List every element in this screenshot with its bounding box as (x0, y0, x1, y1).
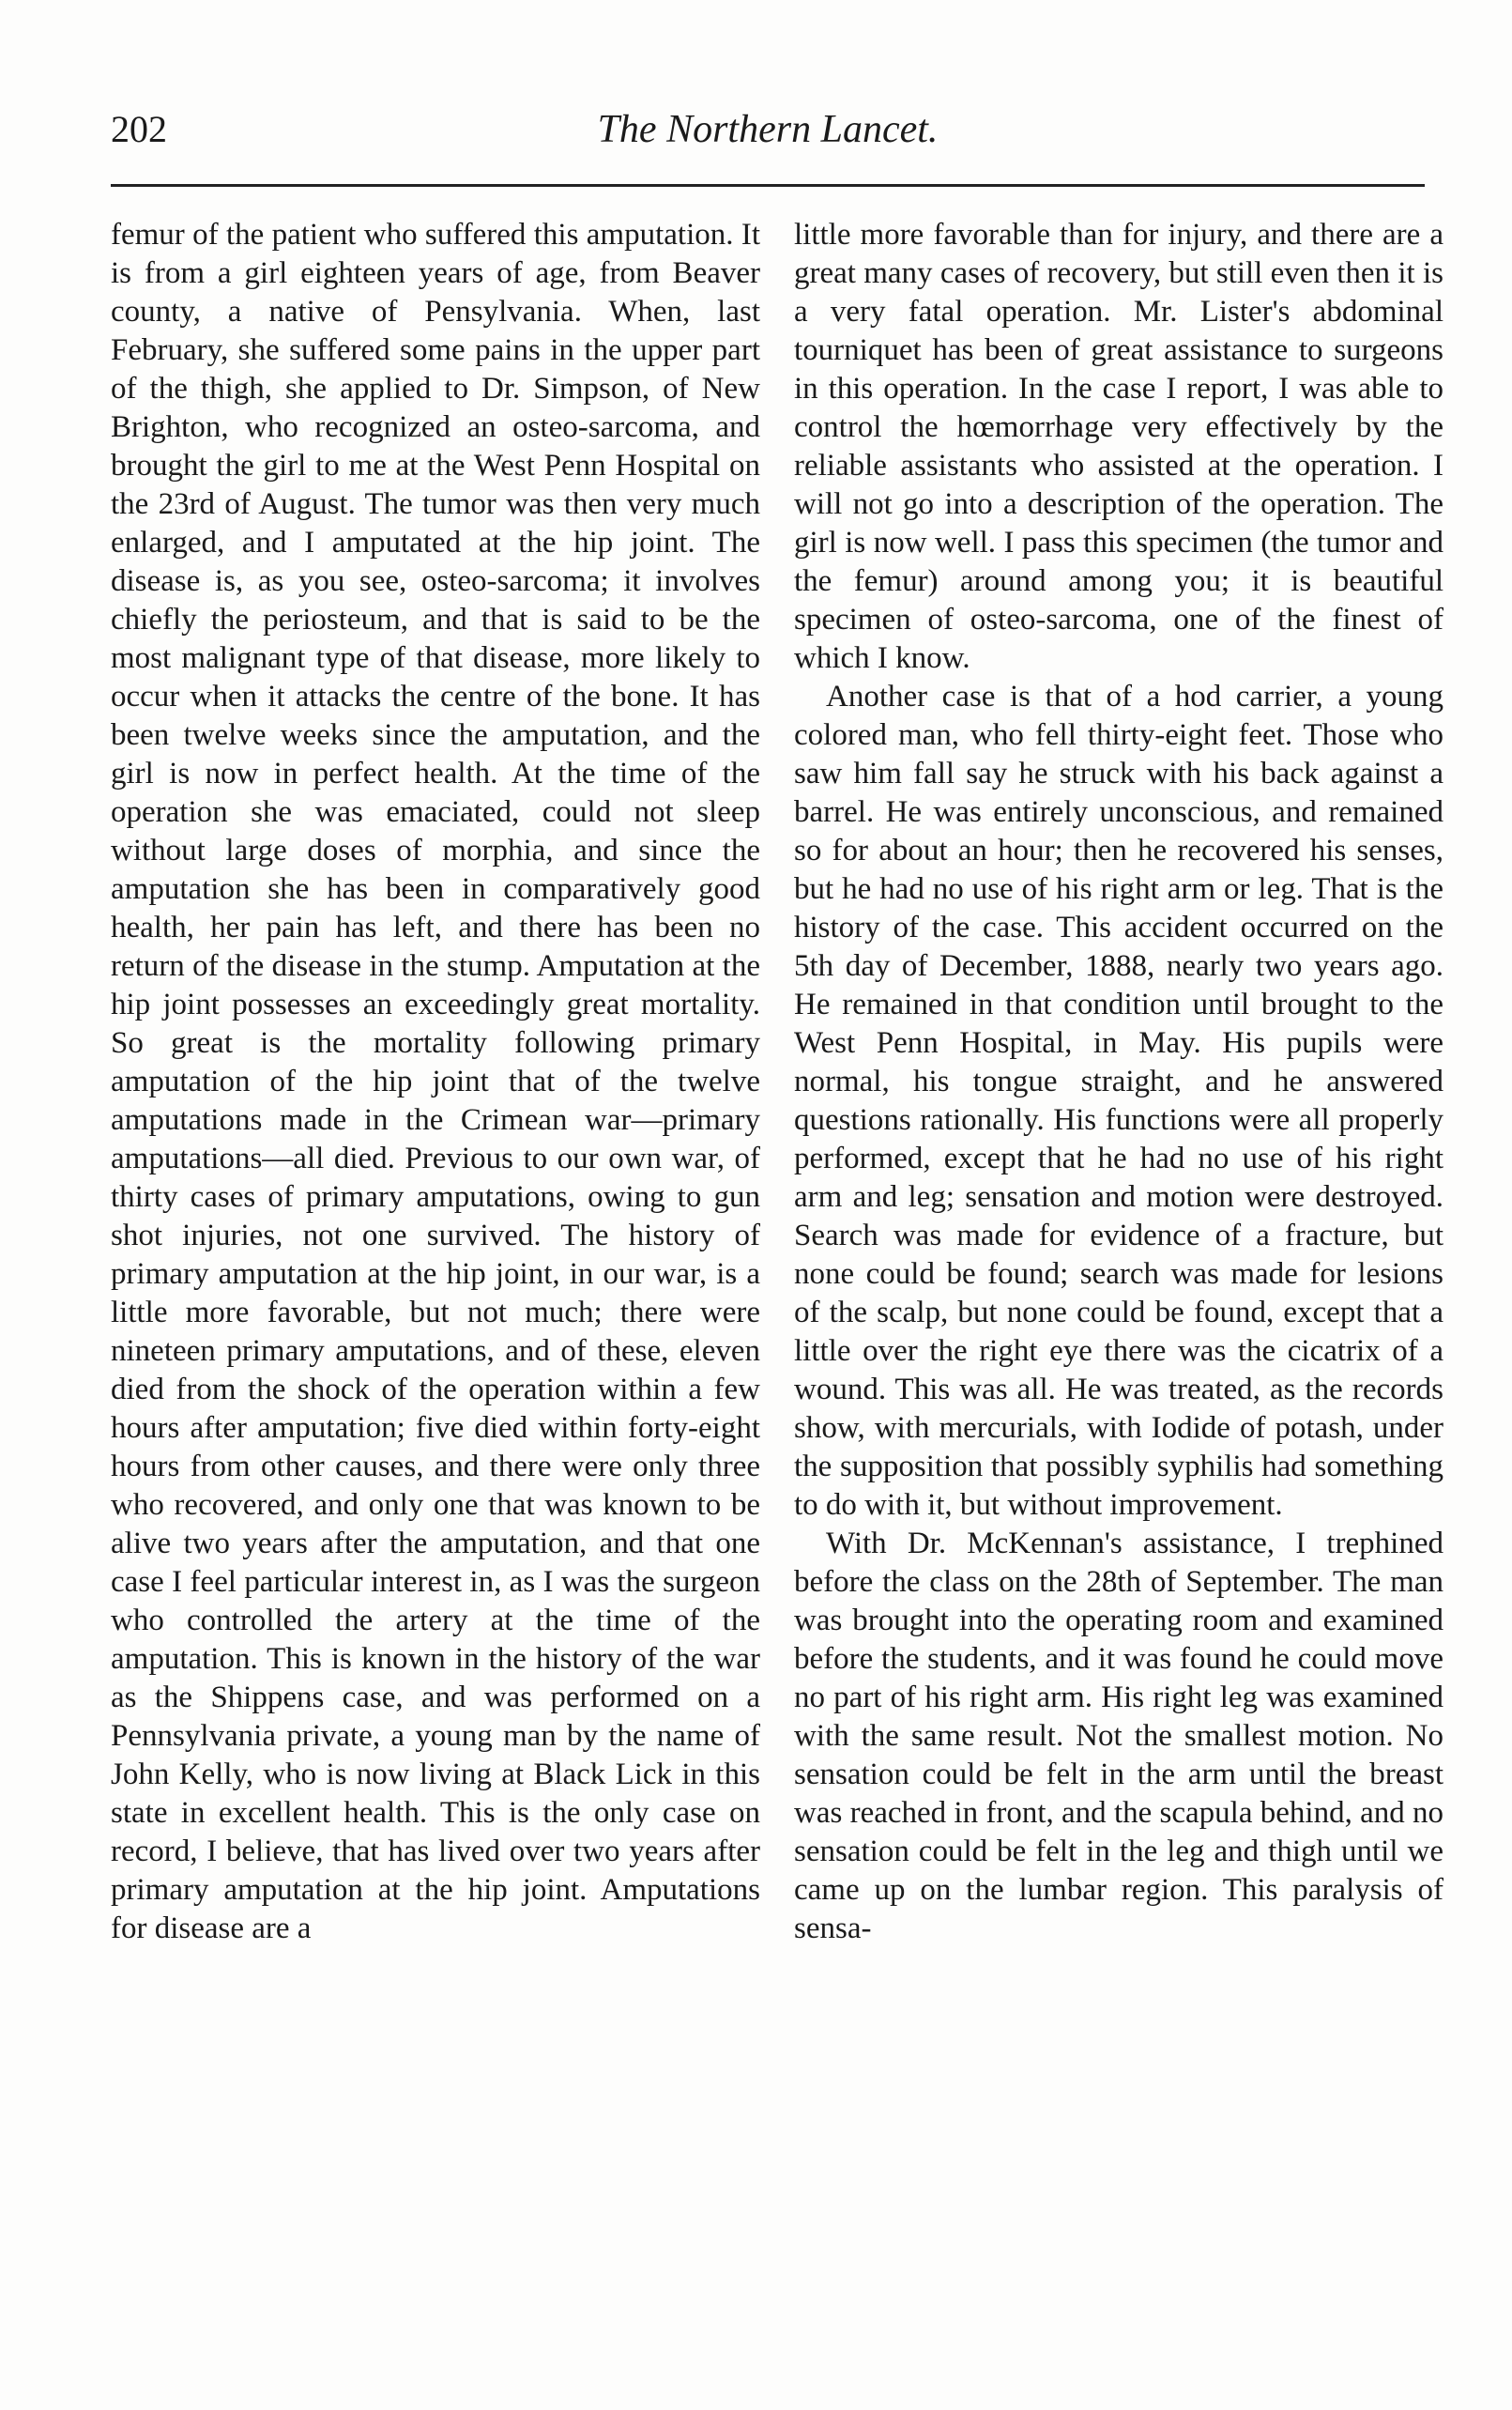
left-paragraph-1: femur of the patient who suffered this amputation. It is from a girl eighteen years of age, from Beaver county, a native of Pensylvania. When, last February, she suffered some pains in the upper part of the thigh, she applied to Dr. Simpson, of New Brighton, who recognized an osteo-sarcoma, and brought the girl to me at the West Penn Hospital on the 23rd of August. The tumor was then very much enlarged, and I amputated at the hip joint. The disease is, as you see, osteo-sarcoma; it involves chiefly the periosteum, and that is said to be the most malignant type of that disease, more likely to occur when it attacks the centre of the bone. It has been twelve weeks since the amputation, and the girl is now in perfect health. At the time of the operation she was emaciated, could not sleep without large doses of morphia, and since the amputation she has been in comparatively good health, her pain has left, and there has been no return of the disease in the stump. Amputation at the hip joint possesses an exceedingly great mortality. So great is the mortality following primary amputation of the hip joint that of the twelve amputations made in the Crimean war—primary amputations—all died. Previous to our own war, of thirty cases of primary amputations, owing to gun shot injuries, not one survived. The history of primary amputation at the hip joint, in our war, is a little more favorable, but not much; there were nineteen primary amputations, and of these, eleven died from the shock of the operation within a few hours after amputation; five died within forty-eight hours from other causes, and there were only three who recovered, and only one that was known to be alive two years after the amputation, and that one case I feel particular interest in, as I was the surgeon who controlled the artery at the time of the amputation. This is known in the history of the war as the Shippens case, and was performed on a Pennsylvania private, a young man by the name of John Kelly, who is now living at Black Lick in this state in excellent health. This is the only case on record, I believe, that has lived over two years after primary amputation at the hip joint. Amputations for disease are a (111, 218, 760, 1945)
right-paragraph-1: little more favorable than for injury, and there are a great many cases of recovery, but still even then it is a very fatal operation. Mr. Lister's abdominal tourniquet has been of great assistance to surgeons in this operation. In the case I report, I was able to control the hœmorrhage very effectively by the reliable assistants who assisted at the operation. I will not go into a description of the operation. The girl is now well. I pass this specimen (the tumor and the femur) around among you; it is beautiful specimen of osteo-sarcoma, one of the finest of which I know. (794, 218, 1443, 675)
right-column (794, 216, 1443, 1948)
left-column (111, 216, 760, 1948)
journal-title: The Northern Lancet. (597, 108, 939, 151)
header-rule (111, 184, 1425, 187)
right-paragraph-3: With Dr. McKennan's assistance, I trephined before the class on the 28th of September. The man was brought into the operating room and examined before the students, and it was found he could move no part of his right arm. His right leg was examined with the same result. Not the smallest motion. No sensation could be felt in the arm until the breast was reached in front, and the scapula behind, and no sensation could be felt in the leg and thigh until we came up on the lumbar region. This paralysis of sensa- (794, 1527, 1443, 1945)
right-paragraph-2: Another case is that of a hod carrier, a young colored man, who fell thirty-eight feet. Those who saw him fall say he struck with his back against a barrel. He was entirely unconscious, and remained so for about an hour; then he recovered his senses, but he had no use of his right arm or leg. That is the history of the case. This accident occurred on the 5th day of December, 1888, nearly two years ago. He remained in that condition until brought to the West Penn Hospital, in May. His pupils were normal, his tongue straight, and he answered questions rationally. His functions were all properly performed, except that he had no use of his right arm and leg; sensation and motion were destroyed. Search was made for evidence of a fracture, but none could be found; search was made for lesions of the scalp, but none could be found, except that a little over the right eye there was the cicatrix of a wound. This was all. He was treated, as the records show, with mercurials, with Iodide of potash, under the supposition that possibly syphilis had something to do with it, but without improvement. (794, 680, 1443, 1522)
running-head (111, 101, 1425, 158)
page-number: 202 (111, 108, 167, 150)
